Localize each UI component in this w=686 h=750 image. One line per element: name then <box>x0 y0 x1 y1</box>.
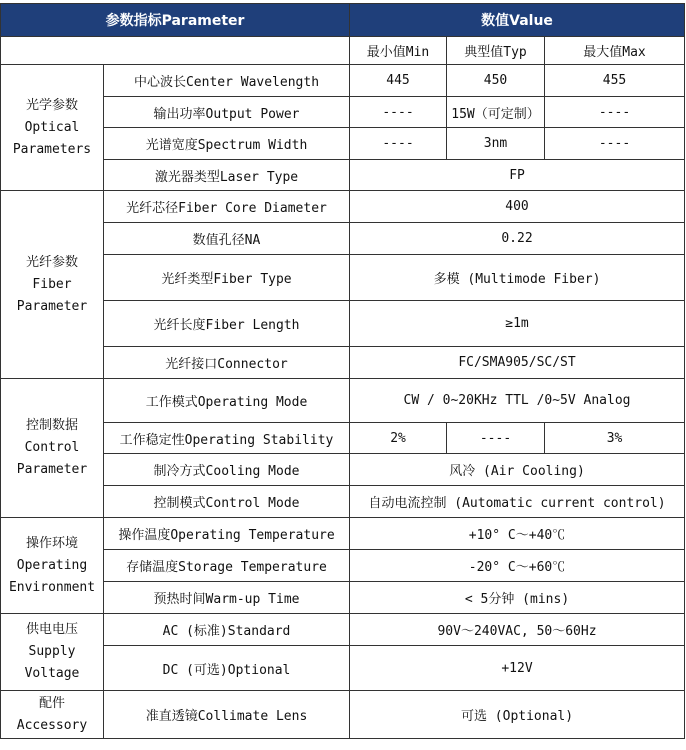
group-zh: 光学参数 <box>25 97 78 113</box>
table-row <box>1 454 685 486</box>
group-accessory <box>1 691 104 739</box>
value-min: ---- <box>350 97 447 128</box>
group-control <box>1 379 104 518</box>
table-row <box>1 614 685 646</box>
subheader-max: 最大值Max <box>545 37 685 65</box>
param-label: 控制模式Control Mode <box>104 486 350 518</box>
value: 多模 (Multimode Fiber) <box>350 255 685 301</box>
value-max: 455 <box>545 65 685 97</box>
table-row <box>1 518 685 550</box>
param-label: 数值孔径NA <box>104 223 350 255</box>
table-row <box>1 128 685 160</box>
value: FP <box>350 160 685 191</box>
value: 0.22 <box>350 223 685 255</box>
table-row <box>1 160 685 191</box>
group-en: Voltage <box>24 666 80 681</box>
table-row <box>1 223 685 255</box>
group-en: Environment <box>8 579 96 595</box>
value-min: 445 <box>350 65 447 97</box>
param-label: 存储温度Storage Temperature <box>104 550 350 582</box>
spec-table <box>0 3 685 739</box>
group-en: Control <box>24 440 80 455</box>
group-en: Fiber <box>32 276 72 292</box>
group-zh: 光纤参数 <box>25 254 78 270</box>
value-max: 3% <box>545 423 685 454</box>
group-en: Accessory <box>16 717 88 733</box>
param-label: 工作稳定性Operating Stability <box>104 423 350 454</box>
group-en: Parameters <box>12 141 92 157</box>
table-row <box>1 423 685 454</box>
table-row <box>1 691 685 739</box>
table-row <box>1 191 685 223</box>
table-row <box>1 97 685 128</box>
group-zh: 操作环境 <box>25 535 78 551</box>
group-fiber <box>1 191 104 379</box>
value: FC/SMA905/SC/ST <box>350 347 685 379</box>
value-min: 2% <box>350 423 447 454</box>
param-label: DC (可选)Optional <box>104 646 350 691</box>
value-min: ---- <box>350 128 447 160</box>
table-row <box>1 550 685 582</box>
group-en: Operating <box>16 557 88 573</box>
group-optical <box>1 65 104 191</box>
param-label: 中心波长Center Wavelength <box>104 65 350 97</box>
value-typ: 3nm <box>447 128 545 160</box>
value-max: ---- <box>545 128 685 160</box>
table-row <box>1 301 685 347</box>
header-parameter: 参数指标Parameter <box>1 4 350 37</box>
param-label: 制冷方式Cooling Mode <box>104 454 350 486</box>
group-en: Optical <box>24 119 80 135</box>
subheader-row <box>1 37 685 65</box>
value: 可选 (Optional) <box>350 691 685 739</box>
param-label: AC (标准)Standard <box>104 614 350 646</box>
value: +12V <box>350 646 685 691</box>
value: CW / 0~20KHz TTL /0~5V Analog <box>350 379 685 423</box>
group-en: Parameter <box>16 298 88 314</box>
param-label: 工作模式Operating Mode <box>104 379 350 423</box>
param-label: 光谱宽度Spectrum Width <box>104 128 350 160</box>
table-row <box>1 65 685 97</box>
header-row <box>1 4 685 37</box>
value-typ: 15W（可定制） <box>447 97 545 128</box>
param-label: 光纤芯径Fiber Core Diameter <box>104 191 350 223</box>
value-max: ---- <box>545 97 685 128</box>
param-label: 准直透镜Collimate Lens <box>104 691 350 739</box>
group-zh: 配件 <box>38 695 65 711</box>
header-value: 数值Value <box>350 4 685 37</box>
value-typ: ---- <box>447 423 545 454</box>
value: 400 <box>350 191 685 223</box>
subheader-min: 最小值Min <box>350 37 447 65</box>
param-label: 光纤接口Connector <box>104 347 350 379</box>
subheader-blank <box>1 37 350 65</box>
value: ≥1m <box>350 301 685 347</box>
table-row <box>1 379 685 423</box>
group-zh: 供电电压 <box>25 622 78 637</box>
value-typ: 450 <box>447 65 545 97</box>
table-row <box>1 582 685 614</box>
group-power <box>1 614 104 691</box>
group-en: Supply <box>28 644 76 659</box>
table-row <box>1 486 685 518</box>
value: 风冷 (Air Cooling) <box>350 454 685 486</box>
param-label: 输出功率Output Power <box>104 97 350 128</box>
table-row <box>1 255 685 301</box>
group-environment <box>1 518 104 614</box>
table-row <box>1 646 685 691</box>
value: -20° C～+60℃ <box>350 550 685 582</box>
value: 90V～240VAC, 50～60Hz <box>350 614 685 646</box>
group-zh: 控制数据 <box>25 418 78 433</box>
subheader-typ: 典型值Typ <box>447 37 545 65</box>
value: +10° C～+40℃ <box>350 518 685 550</box>
param-label: 光纤类型Fiber Type <box>104 255 350 301</box>
table-row <box>1 347 685 379</box>
value: < 5分钟 (mins) <box>350 582 685 614</box>
param-label: 预热时间Warm-up Time <box>104 582 350 614</box>
param-label: 光纤长度Fiber Length <box>104 301 350 347</box>
param-label: 操作温度Operating Temperature <box>104 518 350 550</box>
group-en: Parameter <box>16 462 88 477</box>
param-label: 激光器类型Laser Type <box>104 160 350 191</box>
value: 自动电流控制 (Automatic current control) <box>350 486 685 518</box>
